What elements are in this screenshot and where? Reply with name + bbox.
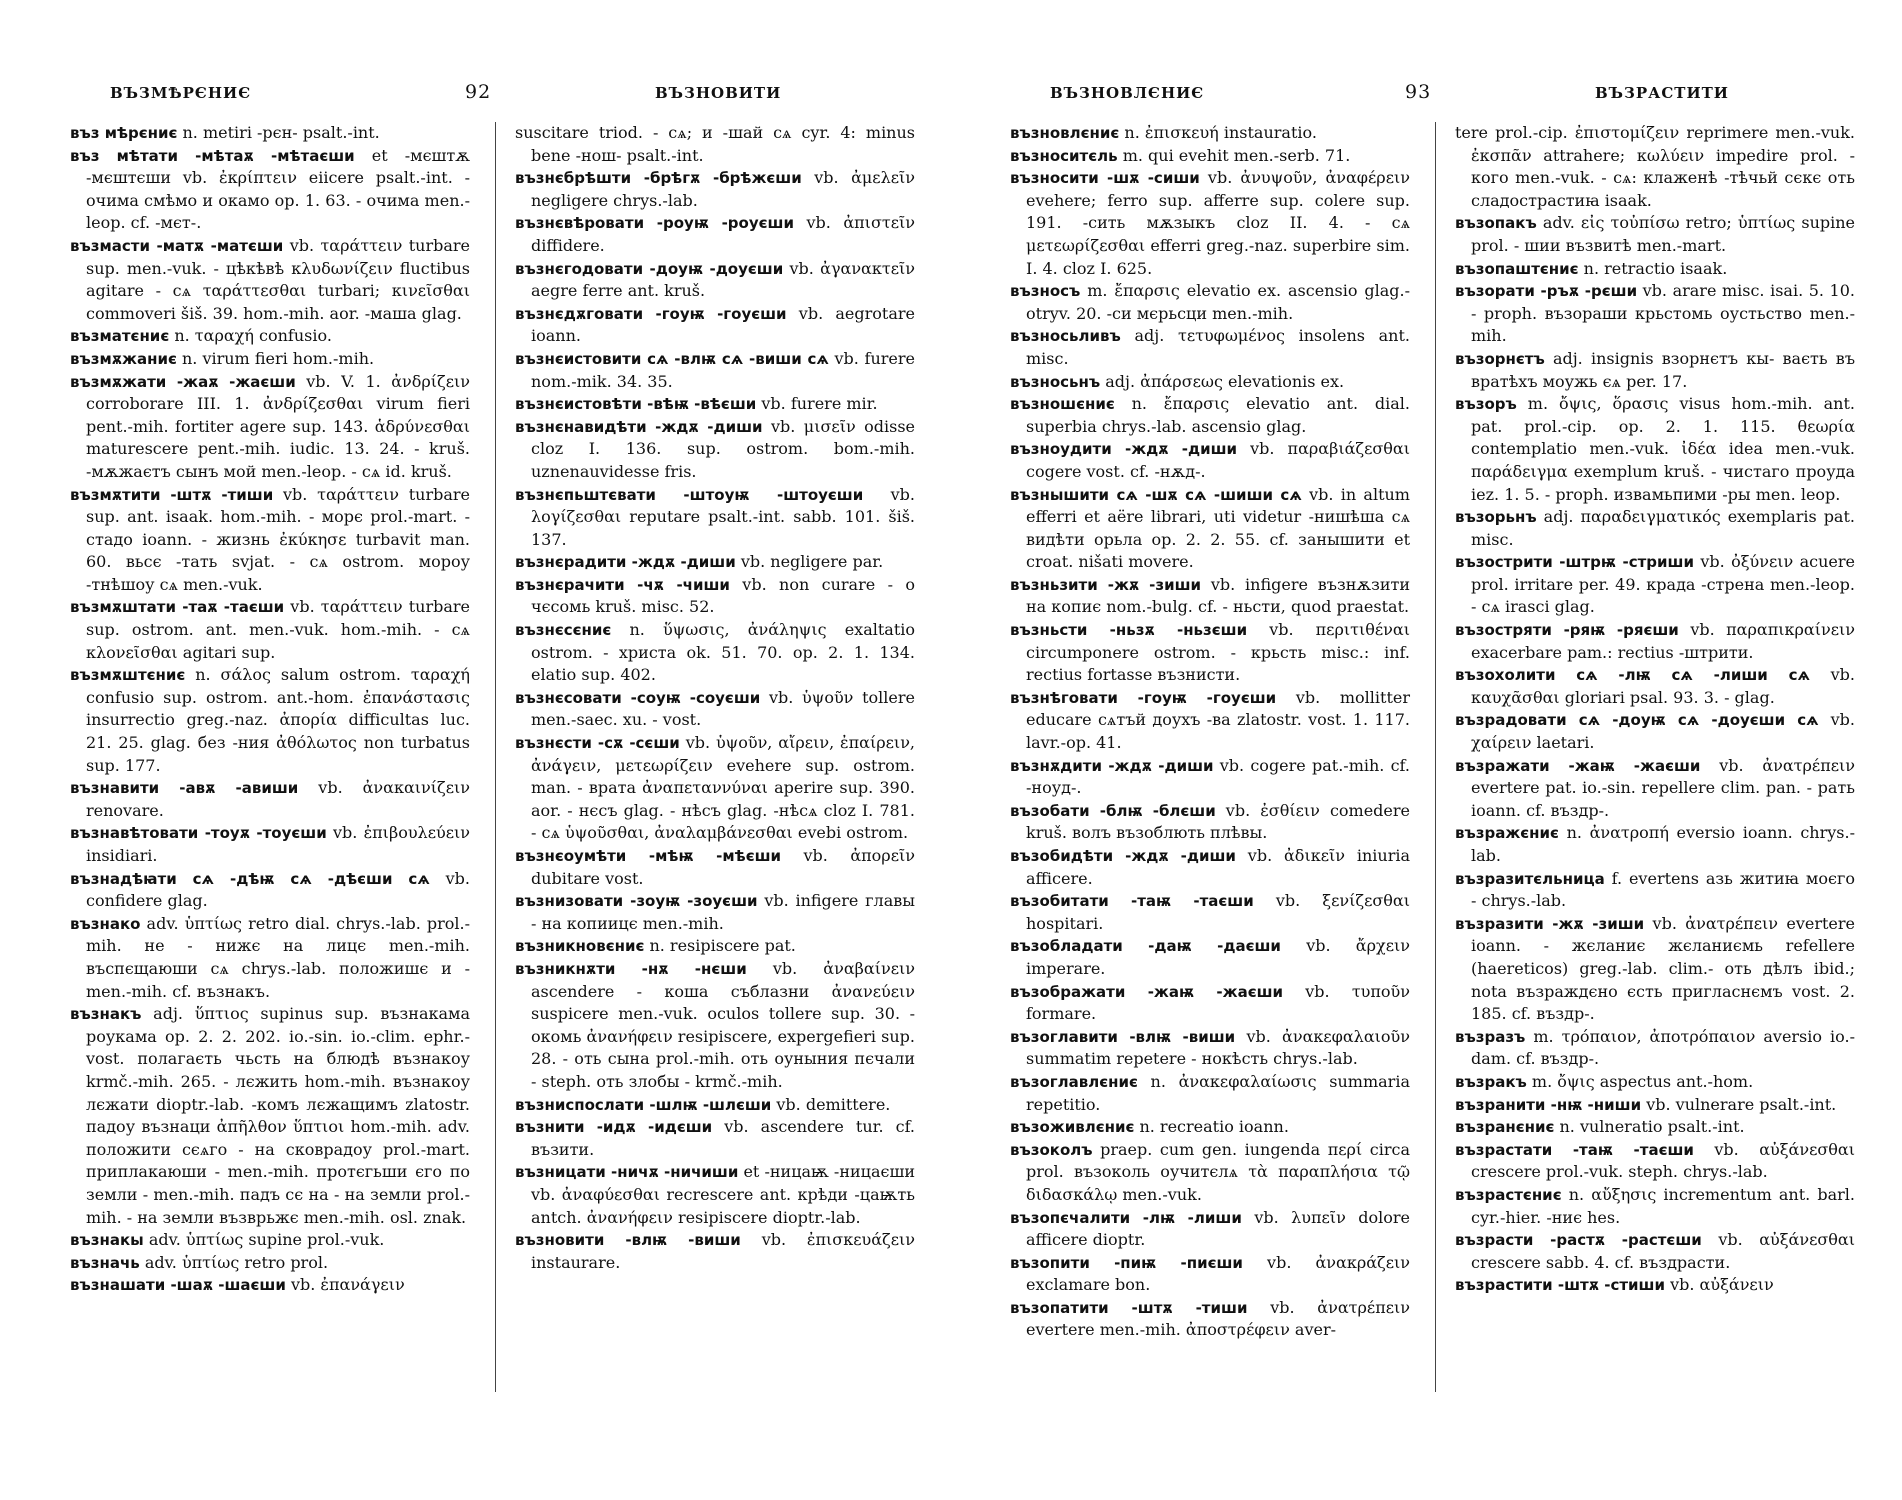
entry-definition: vb. καυχᾶσθαι gloriari psal. 93. 3. - glag. (1471, 665, 1855, 707)
entry-headword: възображати -жаѭ -жаєши (1010, 982, 1284, 1001)
entry-definition: vb. ἀνατρέπειν evertere men.-mih. ἀποστρέφειν aver- (1026, 1297, 1410, 1340)
dictionary-entry (70, 122, 470, 145)
entry-headword: възнако (70, 914, 141, 933)
dictionary-entry (70, 484, 470, 597)
entry-definition: tere prol.-cip. ἐπιστομίζειν reprimere men.-vuk. ἐκσπᾶν attrahere; κωλύειν impedire prol. - кого men.-vuk. - сѧ: клаженѣ -тѣчьй сєкє оть сладострастиꙗ isaak. (1455, 123, 1855, 210)
entry-definition: adv. ὑπτίως retro dial. chrys.-lab. prol.-mih. не - нижє на лицє men.-mih. въспєщаюши сѧ chrys.-lab. положишє и - men.-mih. cf. възнакъ. (86, 913, 470, 1001)
column-right-a (1010, 122, 1410, 1342)
entry-definition: m. ὄψις, ὅρασις visus hom.-mih. ant. pat. prol.-cip. op. 2. 1. 115. θεωρία contemplatio men.-vuk. ἰδέα idea men.-vuk. παράδειγμα exemplum kruš. - чистаго проуда iez. 1. 5. - proph. извамьпими -ры men. leop. (1471, 394, 1855, 504)
dictionary-entry (1010, 619, 1410, 687)
entry-definition: n. σάλος salum ostrom. ταραχή confusio sup. ostrom. ant.-hom. ἐπανάστασις insurrectio greg.-naz. ἀπορία difficultas luc. 21. 25. glag. без -ния ἀθόλωτος non turbatus sup. 177. (86, 665, 470, 775)
entry-headword: възнєрадити -ждѫ -диши (515, 553, 736, 572)
dictionary-entry (1010, 438, 1410, 483)
dictionary-entry (515, 1229, 915, 1274)
dictionary-entry (1455, 868, 1855, 913)
dictionary-entry (1010, 280, 1410, 325)
entry-definition: vb. ἀνακράζειν exclamare bon. (1026, 1252, 1411, 1295)
dictionary-entry (1010, 1207, 1410, 1252)
entry-headword: възносити -шѫ -сиши (1010, 169, 1200, 188)
entry-definition: vb. μισεῖν odisse cloz I. 136. sup. ostrom. bom.-mih. uznenauvidesse fris. (531, 416, 916, 481)
entry-definition: adv. ὑπτίως supine prol.-vuk. (148, 1230, 385, 1250)
entry-headword: възнавити -авѫ -авиши (70, 779, 299, 798)
entry-headword: възньзити -жѫ -зиши (1010, 575, 1202, 594)
entry-definition: n. virum fieri hom.-mih. (181, 348, 375, 368)
dictionary-entry (515, 935, 915, 958)
entry-definition: adj. ὕπτιος supinus sup. възнакама роукама op. 2. 2. 202. io.-sin. io.-clim. ephr.-vost. полагаєть чьсть на блюдѣ възнакоу krmč.-mih. 265. - лєжить hom.-mih. възнакоу лєжати dioptr.-lab. -комъ лєжащимъ zlatostr. падоу възнаци ἀπῆλθον ὕπτιοι hom.-mih. adv. положити сєѧго - на сковрадоу prol.-mart. приплакаюши - men.-mih. протєгьши єго по земли - men.-mih. падъ сє на - на земли prol.-mih. - на земли възврьжє men.-mih. osl. znak. (86, 1004, 471, 1227)
entry-definition: vb. ἀνυψοῦν, ἀναφέρειν evehere; ferro sup. afferre sup. colere sup. 191. -сить мѫзыкъ cloz II. 4. - сѧ μετεωρίζεσθαι efferri greg.-naz. superbire sim. I. 4. cloz I. 625. (1026, 168, 1410, 278)
entry-definition: vb. παραπικραίνειν exacerbare pam.: rectius -штрити. (1471, 620, 1855, 662)
entry-definition: vb. τυποῦν formare. (1026, 981, 1410, 1024)
entry-headword: възмѫжати -жаѫ -жаєши (70, 372, 296, 391)
entry-definition: et -ницаѭ -ницаєши vb. ἀναφύεσθαι recrescere ant. крѣди -цаѭть antch. ἀνανήφειν resipiscere dioptr.-lab. (531, 1162, 915, 1227)
dictionary-entry (1010, 122, 1410, 145)
entry-definition: m. qui evehit men.-serb. 71. (1122, 145, 1351, 165)
header-right-word: ВЪЗНОВИТИ (655, 84, 782, 102)
entry-definition: adv. εἰς τοὐπίσω retro; ὑπτίως supine prol. - шии възвитѣ men.-mart. (1471, 213, 1855, 255)
dictionary-entry (1455, 212, 1855, 257)
header-left-word: ВЪЗМѢРЄНИЄ (110, 84, 252, 102)
entry-headword: възновлєниє (1010, 124, 1120, 142)
entry-definition: vb. aegrotare ioann. (531, 303, 915, 346)
entry-headword: възобладати -даѭ -даєши (1010, 937, 1281, 956)
dictionary-entry (70, 1229, 470, 1252)
entry-headword: възмѫтити -штѫ -тиши (70, 485, 274, 504)
dictionary-entry (1455, 822, 1855, 867)
running-header (1010, 81, 1880, 110)
entry-headword: възранити -нѭ -ниши (1455, 1095, 1642, 1114)
entry-definition: vb. furere nom.-mik. 34. 35. (531, 348, 915, 391)
entry-definition: vb. λυπεῖν dolore afficere dioptr. (1026, 1207, 1411, 1250)
dictionary-entry (515, 416, 915, 484)
entry-headword: възнєбрѣшти -брѣгѫ -брѣжєши (515, 169, 802, 188)
entry-headword: възранєниє (1455, 1118, 1555, 1137)
dictionary-entry (515, 303, 915, 348)
entry-headword: възньсти -ньзѫ -ньзєши (1010, 621, 1248, 640)
entry-headword: възматєниє (70, 327, 170, 346)
entry-headword: възмасти -матѫ -матєши (70, 236, 284, 255)
dictionary-entry (1010, 1139, 1410, 1207)
dictionary-entry (70, 913, 470, 1003)
dictionary-entry (1010, 574, 1410, 619)
entry-headword: възнѫдити -ждѫ -диши (1010, 756, 1214, 775)
entry-headword: възохолити сѧ -лѭ сѧ -лиши сѧ (1455, 666, 1810, 685)
entry-definition: adj. insignis взорнєтъ кы- ваєть въ вратѣхъ моужь єѧ per. 17. (1471, 348, 1855, 391)
dictionary-entry (515, 1161, 915, 1229)
entry-headword: възоглавити -влѭ -виши (1010, 1027, 1236, 1046)
dictionary-entry (1455, 1274, 1855, 1297)
entry-definition: vb. mollitter educare сѧтъй доухъ -ва zlatostr. vost. 1. 117. lavr.-op. 41. (1026, 687, 1410, 753)
entry-definition: vb. ἐσθίειν comedere kruš. волъ възоблють плѣвы. (1026, 800, 1411, 843)
entry-headword: възостряти -ряѭ -ряєши (1455, 621, 1679, 640)
entry-headword: възносъ (1010, 282, 1081, 301)
entry-definition: vb. ἀνακαινίζειν renovare. (86, 778, 470, 820)
dictionary-entry (1010, 800, 1410, 845)
dictionary-entry (1455, 755, 1855, 823)
entry-headword: възнакъ (70, 1005, 142, 1024)
entry-definition: vb. ξενίζεσθαι hospitari. (1026, 891, 1411, 933)
entry-headword: възнакы (70, 1231, 144, 1250)
header-left-word: ВЪЗНОВЛЄНИЄ (1050, 84, 1205, 102)
dictionary-entry (70, 235, 470, 325)
dictionary-entry (1455, 258, 1855, 281)
page-92 (70, 0, 940, 1500)
entry-headword: възноситєль (1010, 146, 1118, 165)
entry-definition: vb. ἀγανακτεῖν aegre ferre ant. kruš. (531, 258, 915, 301)
dictionary-entry (1455, 1026, 1855, 1071)
page-93 (1010, 0, 1880, 1500)
entry-definition: n. metiri -рєн- psalt.-int. (182, 123, 380, 142)
dictionary-entry (1010, 935, 1410, 980)
entry-definition: vb. ἐπισκευάζειν instaurare. (531, 1230, 915, 1272)
entry-headword: възопаштєниє (1455, 259, 1579, 278)
entry-headword: възобитати -таѭ -таєши (1010, 892, 1254, 911)
entry-headword: възражати -жаѭ -жаєши (1455, 756, 1701, 775)
entry-definition: vb. ἀμελεῖν negligere chrys.-lab. (531, 168, 915, 210)
entry-headword: възрасти -растѫ -растєши (1455, 1231, 1702, 1250)
entry-headword: възнышити сѧ -шѫ сѧ -шиши сѧ (1010, 485, 1302, 504)
dictionary-entry (1010, 371, 1410, 394)
entry-headword: възразитєльница (1455, 869, 1605, 888)
entry-headword: възноудити -ждѫ -диши (1010, 440, 1238, 459)
entry-headword: възразъ (1455, 1027, 1526, 1046)
entry-definition: n. ἀνατροπή eversio ioann. chrys.-lab. (1471, 823, 1855, 865)
entry-definition: m. ὄψις aspectus ant.-hom. (1531, 1071, 1754, 1091)
entry-definition: n. vulneratio psalt.-int. (1559, 1117, 1745, 1137)
entry-headword: възнити -идѫ -идєши (515, 1118, 713, 1137)
entry-definition: n. ὕψωσις, ἀνάληψις exaltatio ostrom. - христа ok. 51. 70. op. 2. 1. 134. elatio sup. 402. (531, 620, 915, 685)
entry-headword: възражєниє (1455, 824, 1559, 843)
dictionary-entry (1455, 1139, 1855, 1184)
dictionary-entry (70, 371, 470, 484)
entry-definition: n. ἐπισκευή instauratio. (1124, 123, 1317, 142)
header-right-word: ВЪЗРАСТИТИ (1595, 84, 1729, 102)
entry-headword: възразити -жѫ -зиши (1455, 914, 1645, 933)
dictionary-entry (1010, 325, 1410, 370)
entry-definition: n. retractio isaak. (1583, 258, 1728, 278)
entry-headword: въз мѣтати -мѣтаѫ -мѣтаєши (70, 146, 355, 165)
entry-definition: n. ἀνακεφαλαίωσις summaria repetitio. (1026, 1071, 1410, 1114)
entry-definition: vb. ὀξύνειν acuere prol. irritare per. 49. крада -стрена men.-leop. - сѧ irasci glag. (1471, 552, 1856, 617)
entry-headword: възношєниє (1010, 395, 1115, 414)
entry-definition: vb. in altum efferri et aëre librari, uti videtur -нишѣша сѧ видѣти орьла op. 2. 2. 55. cf. занышити et croat. nišati movere. (1026, 484, 1410, 572)
entry-headword: възнашати -шаѫ -шаєши (70, 1276, 286, 1295)
entry-definition: vb. ἐπιβουλεύειν insidiari. (86, 823, 471, 865)
entry-headword: възнєистовѣти -вѣѭ -вѣєши (515, 395, 757, 414)
entry-definition: vb. ὑψοῦν, αἴρειν, ἐπαίρειν, ἀνάγειν, μετεωρίζειν evehere sup. ostrom. man. - врата ἀναπεταννύναι aperire sup. 390. aor. - нєсъ glag. - нѣсъ glag. -нѣсѧ cloz I. 781. - сѧ ὑψοῦσθαι, ἀναλαμβάνεσθαι evebi ostrom. (531, 733, 916, 843)
dictionary-entry (515, 619, 915, 687)
dictionary-entry (515, 122, 915, 167)
entry-headword: възоколъ (1010, 1140, 1093, 1159)
dictionary-entry (70, 1252, 470, 1275)
entry-definition: vb. ἐπανάγειν (290, 1275, 405, 1295)
entry-definition: vb. ἀνακεφαλαιοῦν summatim repetere - нокѣсть chrys.-lab. (1026, 1026, 1410, 1069)
entry-definition: vb. παραβιάζεσθαι cogere vost. cf. -нѫд-. (1026, 439, 1410, 481)
entry-definition: n. recreatio ioann. (1139, 1117, 1289, 1137)
entry-definition: adj. τετυφωμένος insolens ant. misc. (1026, 326, 1410, 368)
entry-definition: vb. ascendere tur. cf. възити. (531, 1117, 916, 1159)
entry-headword: възницати -ничѫ -ничиши (515, 1163, 739, 1182)
dictionary-entry (515, 845, 915, 890)
entry-headword: възнєрачити -чѫ -чиши (515, 575, 730, 594)
dictionary-entry (515, 890, 915, 935)
dictionary-entry (1010, 981, 1410, 1026)
entry-headword: възнєоумѣти -мѣѭ -мѣєши (515, 847, 782, 865)
entry-headword: възобидѣти -ждѫ -диши (1010, 847, 1236, 865)
entry-definition: vb. non curare - о чєсомь kruš. misc. 52. (531, 574, 915, 617)
dictionary-entry (70, 868, 470, 913)
dictionary-entry (515, 258, 915, 303)
entry-definition: vb. αὐξάνεσθαι crescere prol.-vuk. steph. chrys.-lab. (1471, 1139, 1855, 1182)
dictionary-entry (1010, 687, 1410, 755)
dictionary-entry (1455, 506, 1855, 551)
column-divider (495, 122, 496, 1392)
entry-headword: възнавѣтовати -тоуѫ -тоуєши (70, 824, 327, 843)
entry-definition: n. ἔπαρσις elevatio ant. dial. superbia chrys.-lab. ascensio glag. (1026, 394, 1410, 436)
column-divider (1435, 122, 1436, 1392)
entry-definition: vb. ἀδικεῖν iniuria afficere. (1026, 846, 1410, 888)
entry-headword: възнєвѣровати -роуѭ -роуєши (515, 214, 794, 233)
dictionary-entry (1010, 167, 1410, 280)
entry-headword: възнѣговати -гоуѭ -гоуєши (1010, 688, 1277, 707)
entry-definition: vb. vulnerare psalt.-int. (1646, 1094, 1837, 1114)
column-right-b (1455, 122, 1855, 1297)
entry-definition: vb. ταράττειν turbare sup. ostrom. ant. men.-vuk. hom.-mih. - сѧ κλονεῖσθαι agitari sup. (86, 597, 470, 662)
entry-definition: suscitare triod. - сѧ; и -шай сѧ cyr. 4: minus bene -нош- psalt.-int. (515, 123, 915, 165)
entry-headword: възоживлєниє (1010, 1118, 1135, 1137)
dictionary-entry (1455, 1229, 1855, 1274)
entry-headword: възорнєтъ (1455, 349, 1545, 368)
dictionary-entry (1010, 1026, 1410, 1071)
entry-headword: възопакъ (1455, 214, 1537, 233)
entry-definition: vb. negligere par. (740, 552, 884, 572)
entry-definition: vb. αὐξάνεσθαι crescere sabb. 4. cf. въздрасти. (1471, 1230, 1856, 1272)
entry-headword: възоръ (1455, 395, 1517, 414)
entry-definition: f. evertens азь житиꙗ моєго - chrys.-lab. (1471, 868, 1855, 911)
dictionary-entry (515, 958, 915, 1094)
entry-definition: vb. ἀπορεῖν dubitare vost. (531, 846, 915, 888)
dictionary-entry (515, 574, 915, 619)
entry-definition: vb. ταράττειν turbare sup. ant. isaak. hom.-mih. - морє prol.-mart. - стадо ioann. - жизнь ἐκύκησε turbavit man. 60. вьсє -тать svjat. - сѧ ostrom. мороу -тнѣшоу сѧ men.-vuk. (86, 484, 470, 594)
entry-definition: adv. ὑπτίως retro prol. (144, 1252, 329, 1272)
dictionary-entry (1010, 484, 1410, 574)
entry-definition: vb. ἀναβαίνειν ascendere - коша съблазни ἀνανεύειν suspicere men.-vuk. oculos tollere sup. 30. - окомь ἀνανήφειν resipiscere, expergefieri sup. 28. - оть сына prol.-mih. оть оуныния пєчали - steph. оть злобы - krmč.-mih. (531, 958, 915, 1091)
entry-definition: vb. confidere glag. (86, 868, 470, 911)
entry-headword: възнизовати -зоуѭ -зоуєши (515, 892, 758, 911)
entry-definition: vb. περιτιθέναι circumponere ostrom. - крьсть misc.: inf. rectius fortasse възнисти. (1026, 620, 1410, 685)
dictionary-entry (515, 167, 915, 212)
dictionary-entry (1455, 664, 1855, 709)
entry-headword: възмѫштати -таѫ -таєши (70, 598, 285, 617)
dictionary-entry (1455, 913, 1855, 1026)
entry-definition: n. resipiscere pat. (649, 936, 796, 956)
dictionary-entry (515, 732, 915, 845)
entry-headword: възновити -влѭ -виши (515, 1231, 741, 1250)
dictionary-entry (515, 1094, 915, 1117)
entry-definition: vb. arare misc. isai. 5. 10. - proph. възораши крьстомь оустьство men.-mih. (1471, 281, 1855, 346)
entry-headword: възракъ (1455, 1072, 1527, 1091)
dictionary-entry (70, 145, 470, 235)
entry-headword: възниспослати -шлѭ -шлєши (515, 1095, 772, 1114)
entry-definition: vb. cogere pat.-mih. cf. -ноуд-. (1026, 755, 1410, 798)
dictionary-entry (1455, 1184, 1855, 1229)
entry-headword: възмѫжаниє (70, 349, 177, 368)
entry-definition: vb. V. 1. ἀνδρίζειν corroborare III. 1. ἀνδρίζεσθαι virum fieri pent.-mih. fortiter agere sup. 143. ἁδρύνεσθαι maturescere pent.-mih. iudic. 13. 24. - kruš. -мѫжаєтъ сынъ мой men.-leop. - сѧ id. kruš. (86, 371, 471, 481)
dictionary-entry (1455, 348, 1855, 393)
entry-headword: възрастити -штѫ -стиши (1455, 1276, 1665, 1295)
entry-headword: възнєдѫговати -гоуѭ -гоуєши (515, 304, 787, 323)
dictionary-entry (1010, 1071, 1410, 1116)
dictionary-entry (515, 348, 915, 393)
dictionary-entry (515, 212, 915, 257)
entry-definition: vb. ταράττειν turbare sup. men.-vuk. - цѣкѣвѣ κλυδωνίζειν fluctibus agitare - сѧ ταράττεσθαι turbari; κινεῖσθαι commoveri šiš. 39. hom.-mih. aor. -маша glag. (86, 235, 470, 323)
entry-definition: n. αὔξησις incrementum ant. barl. cyr.-hier. -ниє hes. (1471, 1184, 1855, 1227)
entry-headword: възорати -ръѫ -рєши (1455, 282, 1638, 301)
dictionary-entry (515, 551, 915, 574)
dictionary-entry (1010, 1297, 1410, 1342)
column-left-b (515, 122, 915, 1274)
dictionary-entry (1010, 890, 1410, 935)
entry-definition: m. τρόπαιον, ἀποτρόπαιον aversio io.-dam. cf. въздр-. (1471, 1026, 1855, 1069)
entry-headword: възмѫштєниє (70, 666, 186, 685)
dictionary-entry (1010, 1252, 1410, 1297)
entry-headword: въз мѣрєниє (70, 124, 178, 142)
column-left-a (70, 122, 470, 1297)
dictionary-entry (1010, 145, 1410, 168)
entry-headword: възнєсти -сѫ -сєши (515, 734, 680, 753)
entry-definition: praep. cum gen. iungenda περί circa prol. възоколь оучитєлѧ τὰ παραπλήσια τῷ διδασκάλῳ men.-vuk. (1026, 1139, 1410, 1204)
dictionary-entry (515, 687, 915, 732)
dictionary-entry (70, 777, 470, 822)
dictionary-entry (70, 596, 470, 664)
dictionary-entry (1010, 393, 1410, 438)
page-number: 92 (465, 81, 492, 103)
entry-headword: възносьливъ (1010, 327, 1121, 346)
entry-headword: възострити -штрѭ -стриши (1455, 553, 1694, 572)
entry-definition: vb. infigere възнѫзити на копиє nom.-bulg. cf. - ньсти, quod praestat. (1026, 574, 1410, 617)
entry-definition: et -мєштѫ -мєштєши vb. ἐκρίπτειν eiicere psalt.-int. - очима смѣмо и окамо op. 1. 63. - очима men.-leop. cf. -мєт-. (86, 145, 470, 233)
dictionary-entry (1455, 1116, 1855, 1139)
dictionary-entry (1455, 1071, 1855, 1094)
dictionary-entry (1455, 393, 1855, 506)
entry-definition: m. ἔπαρσις elevatio ex. ascensio glag.-otryv. 20. -си мєрьсци men.-mih. (1026, 281, 1410, 323)
entry-definition: vb. χαίρειν laetari. (1471, 710, 1855, 753)
dictionary-entry (1010, 755, 1410, 800)
entry-headword: възобати -блѭ -блєши (1010, 801, 1216, 820)
dictionary-entry (515, 393, 915, 416)
running-header (70, 81, 940, 110)
entry-definition: vb. demittere. (776, 1094, 891, 1114)
entry-headword: възначь (70, 1253, 140, 1272)
entry-headword: възрадовати сѧ -доуѭ сѧ -доуєши сѧ (1455, 711, 1819, 730)
dictionary-entry (70, 664, 470, 777)
entry-definition: vb. αὐξάνειν (1670, 1275, 1774, 1295)
entry-definition: vb. furere mir. (761, 394, 878, 414)
dictionary-entry (1455, 1094, 1855, 1117)
entry-headword: възникновєниє (515, 937, 645, 956)
entry-headword: възрастати -таѭ -таєши (1455, 1140, 1694, 1159)
entry-headword: възнєнавидѣти -ждѫ -диши (515, 417, 763, 436)
entry-definition: n. ταραχή confusio. (174, 326, 332, 346)
entry-headword: възрастєниє (1455, 1185, 1562, 1204)
dictionary-entry (70, 348, 470, 371)
dictionary-entry (1455, 551, 1855, 619)
entry-definition: vb. λογίζεσθαι reputare psalt.-int. sabb. 101. šiš. 137. (531, 484, 915, 549)
entry-definition: adj. ἀπάρσεως elevationis ex. (1105, 371, 1345, 391)
dictionary-entry (1455, 280, 1855, 348)
entry-headword: възнадѣꙗти сѧ -дѣѭ сѧ -дѣєши сѧ (70, 869, 430, 888)
dictionary-entry (515, 1116, 915, 1161)
entry-headword: възорьнъ (1455, 508, 1537, 527)
entry-definition: vb. ἀπιστεῖν diffidere. (531, 213, 915, 255)
dictionary-entry (70, 822, 470, 867)
entry-definition: vb. ἀνατρέπειν evertere ioann. - жєланиє жєланиємь refellere (haereticos) greg.-lab. clim.- оть дѣлъ ibid.; nota възраждєно єсть приглаcнємъ vost. 2. 185. cf. въздр-. (1471, 913, 1855, 1024)
entry-definition: adj. παραδειγματικός exemplaris pat. misc. (1471, 507, 1855, 549)
dictionary-entry (1010, 1116, 1410, 1139)
dictionary-entry (1455, 619, 1855, 664)
entry-headword: възопатити -штѫ -тиши (1010, 1298, 1248, 1317)
dictionary-entry (70, 1003, 470, 1229)
dictionary-entry (1455, 709, 1855, 754)
entry-headword: възнєгодовати -доуѭ -доуєши (515, 259, 784, 278)
dictionary-entry (515, 484, 915, 552)
dictionary-entry (70, 325, 470, 348)
entry-headword: възнєпьштєвати -штоуѭ -штоуєши (515, 485, 864, 504)
entry-headword: възносьнъ (1010, 372, 1101, 391)
entry-headword: възопєчалити -лѭ -лиши (1010, 1208, 1242, 1227)
dictionary-entry (1455, 122, 1855, 212)
entry-headword: възнєистовити сѧ -влѭ сѧ -виши сѧ (515, 349, 829, 368)
entry-headword: възнєсєниє (515, 621, 612, 640)
entry-headword: възнєсовати -соуѭ -соуєши (515, 688, 761, 707)
entry-headword: възопити -пиѭ -пиєши (1010, 1253, 1243, 1272)
dictionary-entry (70, 1274, 470, 1297)
dictionary-entry (1010, 845, 1410, 890)
entry-headword: възоглавлєниє (1010, 1072, 1138, 1091)
entry-definition: vb. ἄρχειν imperare. (1026, 936, 1410, 978)
entry-headword: възникнѫти -нѫ -нєши (515, 959, 747, 978)
entry-definition: vb. ἀνατρέπειν evertere pat. io.-sin. repellere clim. pan. - рать ioann. cf. въздр-. (1471, 755, 1856, 820)
entry-definition: vb. infigere главы - на копиицє men.-mih. (531, 891, 915, 933)
page-number: 93 (1405, 81, 1432, 103)
entry-definition: vb. ὑψοῦν tollere men.-saec. xu. - vost. (531, 687, 915, 730)
